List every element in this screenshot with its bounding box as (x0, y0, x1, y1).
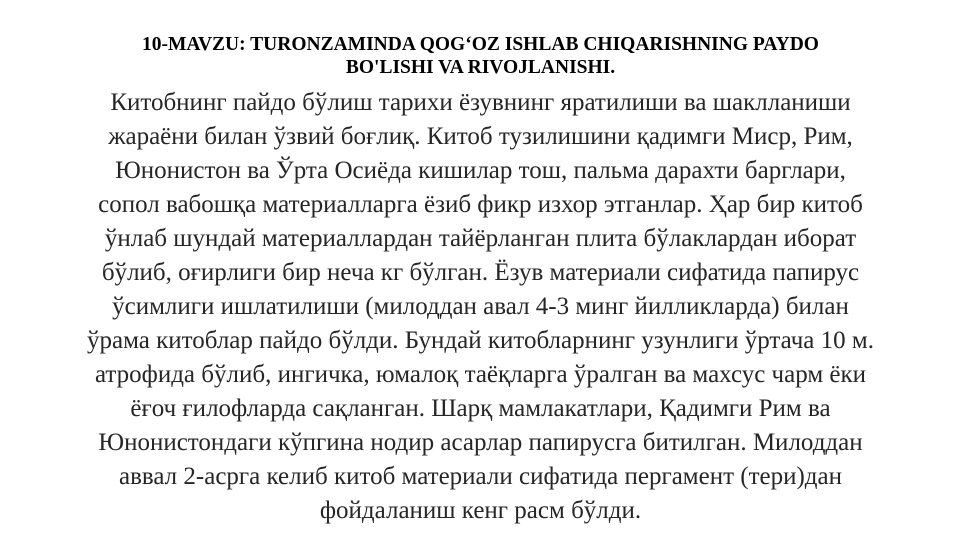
paragraph-line: Китобнинг пайдо бўлиш тарихи ёзувнинг яратилиши ва шаклланиши (110, 89, 851, 116)
paragraph-line: сопол вабошқа материалларга ёзиб фикр изхор этганлар. Ҳар бир китоб (98, 191, 863, 218)
paragraph-line: ёғоч ғилофларда сақланган. Шарқ мамлакатлари, Қадимги Рим ва (130, 395, 831, 422)
paragraph-line: атрофида бўлиб, ингичка, юмалоқ таёқларга ўралган ва махсус чарм ёки (94, 361, 867, 388)
paragraph-line: ўнлаб шундай материаллардан тайёрланган плита бўлаклардан иборат (104, 225, 857, 252)
paragraph-line: ўсимлиги ишлатилиши (милоддан авал 4-3 минг йилликларда) билан (112, 293, 849, 320)
paragraph-line: фойдаланиш кенг расм бўлди. (319, 497, 642, 524)
paragraph-line: бўлиб, оғирлиги бир неча кг бўлган. Ёзув материали сифатида папирус (101, 259, 860, 286)
paragraph-line: Юнонистон ва Ўрта Осиёда кишилар тош, пальма дарахти барглари, (115, 157, 846, 184)
paragraph-line: ўрама китоблар пайдо бўлди. Бундай китобларнинг узунлиги ўртача 10 м. (87, 327, 874, 354)
paragraph-line: Юнонистондаги кўпгина нодир асарлар папирусга битилган. Милоддан (98, 429, 863, 456)
title-line: BO'LISHI VA RIVOJLANISHI. (345, 57, 616, 78)
paragraph-line: аввал 2-асрга келиб китоб материали сифатида пергамент (тери)дан (118, 463, 843, 490)
title-line: 10-MAVZU: TURONZAMINDA QOG‘OZ ISHLAB CHIQARISHNING PAYDO (142, 34, 819, 55)
body-paragraph (10, 86, 951, 528)
paragraph-line: жараёни билан ўзвий боғлиқ. Китоб тузилишини қадимги Миср, Рим, (108, 123, 853, 150)
document-title (20, 33, 941, 79)
